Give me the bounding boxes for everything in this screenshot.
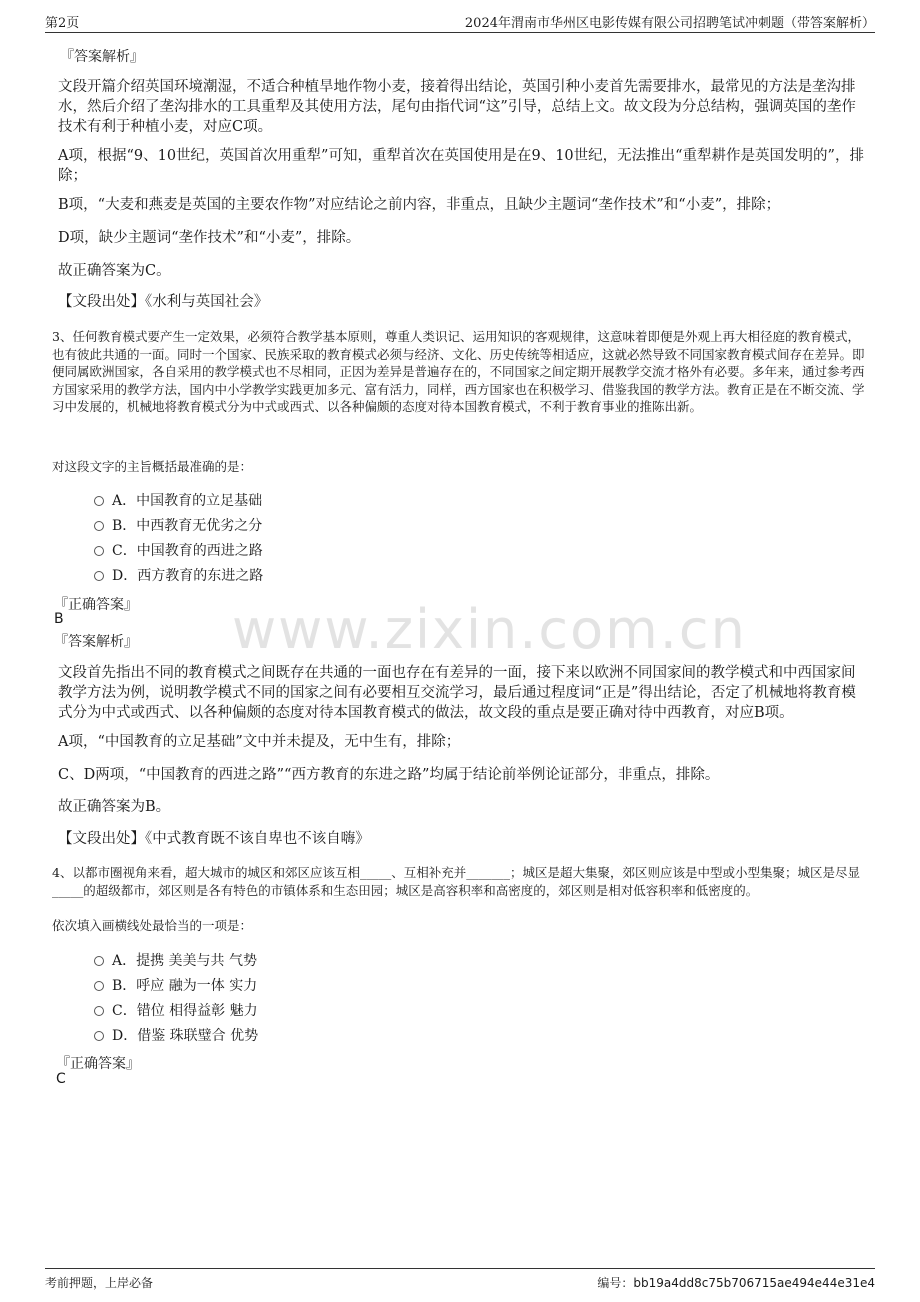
q3-conclusion: 故正确答案为B。: [58, 799, 171, 815]
radio-icon[interactable]: [94, 521, 104, 531]
q4-answer: C: [56, 1071, 66, 1087]
footer-code: [597, 1274, 875, 1291]
radio-icon[interactable]: [94, 956, 104, 966]
q3-answer-label: 『正确答案』: [54, 597, 138, 613]
q2-analysis-label: 『答案解析』: [60, 49, 144, 65]
footer-code-label: 编号：: [597, 1276, 634, 1290]
q2-option-b-note: B项，“大麦和燕麦是英国的主要农作物”对应结论之前内容，非重点，且缺少主题词“垄作技术”和“小麦”，排除；: [58, 197, 781, 213]
footer-slogan: 考前押题，上岸必备: [45, 1276, 154, 1290]
q3-option-a-label: A．中国教育的立足基础: [112, 493, 263, 509]
page-header: [45, 12, 875, 33]
q3-analysis-label: 『答案解析』: [54, 634, 138, 650]
q2-option-d-note: D项，缺少主题词“垄作技术”和“小麦”，排除。: [58, 230, 361, 246]
q4-option-d-label: D．借鉴 珠联璧合 优势: [112, 1028, 259, 1044]
q3-option-c[interactable]: [94, 540, 263, 560]
q4-option-b-label: B．呼应 融为一体 实力: [112, 978, 258, 994]
q3-prompt: 对这段文字的主旨概括最准确的是：: [52, 459, 253, 474]
q4-option-a-label: A．提携 美美与共 气势: [112, 953, 258, 969]
radio-icon[interactable]: [94, 546, 104, 556]
q3-analysis-text: 文段首先指出不同的教育模式之间既存在共通的一面也存在有差异的一面，接下来以欧洲不同国家间的教学模式和中西国家间教学方法为例，说明教学模式不同的国家之间有必要相互交流学习，最后通过程度词“正是”得出结论，否定了机械地将教育模式分为中式或西式、以各种偏颇的态度对待本国教育模式的做法，故文段的重点是要正确对待中西教育，对应B项。: [58, 665, 856, 721]
q2-source: 【文段出处】《水利与英国社会》: [58, 294, 269, 310]
q3-option-a-note: A项，“中国教育的立足基础”文中并未提及，无中生有，排除；: [58, 734, 461, 750]
q3-option-b[interactable]: [94, 515, 262, 535]
q2-conclusion: 故正确答案为C。: [58, 263, 171, 279]
q4-option-a[interactable]: [94, 950, 257, 970]
radio-icon[interactable]: [94, 1031, 104, 1041]
q3-option-cd-note: C、D两项，“中国教育的西进之路”“西方教育的东进之路”均属于结论前举例论证部分，非重点，排除。: [58, 767, 720, 783]
q2-option-a-note: A项，根据“9、10世纪，英国首次用重犁”可知，重犁首次在英国使用是在9、10世纪，无法推出“重犁耕作是英国发明的”，排除；: [58, 148, 864, 184]
q3-stem: 3、任何教育模式要产生一定效果，必须符合教学基本原则，尊重人类识记、运用知识的客观规律，这意味着即便是外观上再大相径庭的教育模式，也有彼此共通的一面。同时一个国家、民族采取的教育模式必须与经济、文化、历史传统等相适应，这就必然导致不同国家教育模式间存在差异。即便同属欧洲国家，各自采用的教学模式也不尽相同，正因为差异是普遍存在的，不同国家之间定期开展教学交流才格外有必要。多年来，通过参考西方国家采用的教学方法，国内中小学教学实践更加多元、富有活力，同样，西方国家也在积极学习、借鉴我国的教学方法。教育正是在不断交流、学习中发展的，机械地将教育模式分为中式或西式、以各种偏颇的态度对待本国教育模式，不利于教育事业的推陈出新。: [52, 329, 865, 414]
q4-answer-label: 『正确答案』: [56, 1056, 140, 1072]
radio-icon[interactable]: [94, 571, 104, 581]
q3-source: 【文段出处】《中式教育既不该自卑也不该自嗨》: [58, 831, 370, 847]
radio-icon[interactable]: [94, 1006, 104, 1016]
q3-answer: B: [54, 611, 64, 627]
page-footer: [45, 1268, 875, 1296]
q4-option-c[interactable]: [94, 1000, 258, 1020]
document-title: 2024年渭南市华州区电影传媒有限公司招聘笔试冲刺题（带答案解析）: [464, 16, 875, 31]
q3-option-d[interactable]: [94, 565, 263, 585]
footer-code-value: bb19a4dd8c75b706715ae494e44e31e4: [633, 1276, 875, 1290]
q2-analysis-text: 文段开篇介绍英国环境潮湿，不适合种植旱地作物小麦，接着得出结论，英国引种小麦首先需要排水，最常见的方法是垄沟排水，然后介绍了垄沟排水的工具重犁及其使用方法，尾句由指代词“这”引导，总结上文。故文段为分总结构，强调英国的垄作技术有利于种植小麦，对应C项。: [58, 79, 856, 135]
q4-stem: 4、以都市圈视角来看，超大城市的城区和郊区应该互相_____、互相补充并_______；城区是超大集聚，郊区则应该是中型或小型集聚；城区是尽显_____的超级都市，郊区则是各有特色的市镇体系和生态田园；城区是高容积率和高密度的，郊区则是相对低容积率和低密度的。: [52, 865, 860, 898]
watermark: www.zixin.com.cn: [232, 598, 747, 661]
q3-option-b-label: B．中西教育无优劣之分: [112, 518, 263, 534]
q3-option-c-label: C．中国教育的西进之路: [112, 543, 263, 559]
radio-icon[interactable]: [94, 496, 104, 506]
page-number: 第2页: [45, 16, 80, 31]
radio-icon[interactable]: [94, 981, 104, 991]
q4-option-c-label: C．错位 相得益彰 魅力: [112, 1003, 258, 1019]
q4-option-d[interactable]: [94, 1025, 258, 1045]
q4-prompt: 依次填入画横线处最恰当的一项是：: [52, 918, 253, 933]
q3-option-a[interactable]: [94, 490, 262, 510]
q3-option-d-label: D．西方教育的东进之路: [112, 568, 264, 584]
q4-option-b[interactable]: [94, 975, 257, 995]
